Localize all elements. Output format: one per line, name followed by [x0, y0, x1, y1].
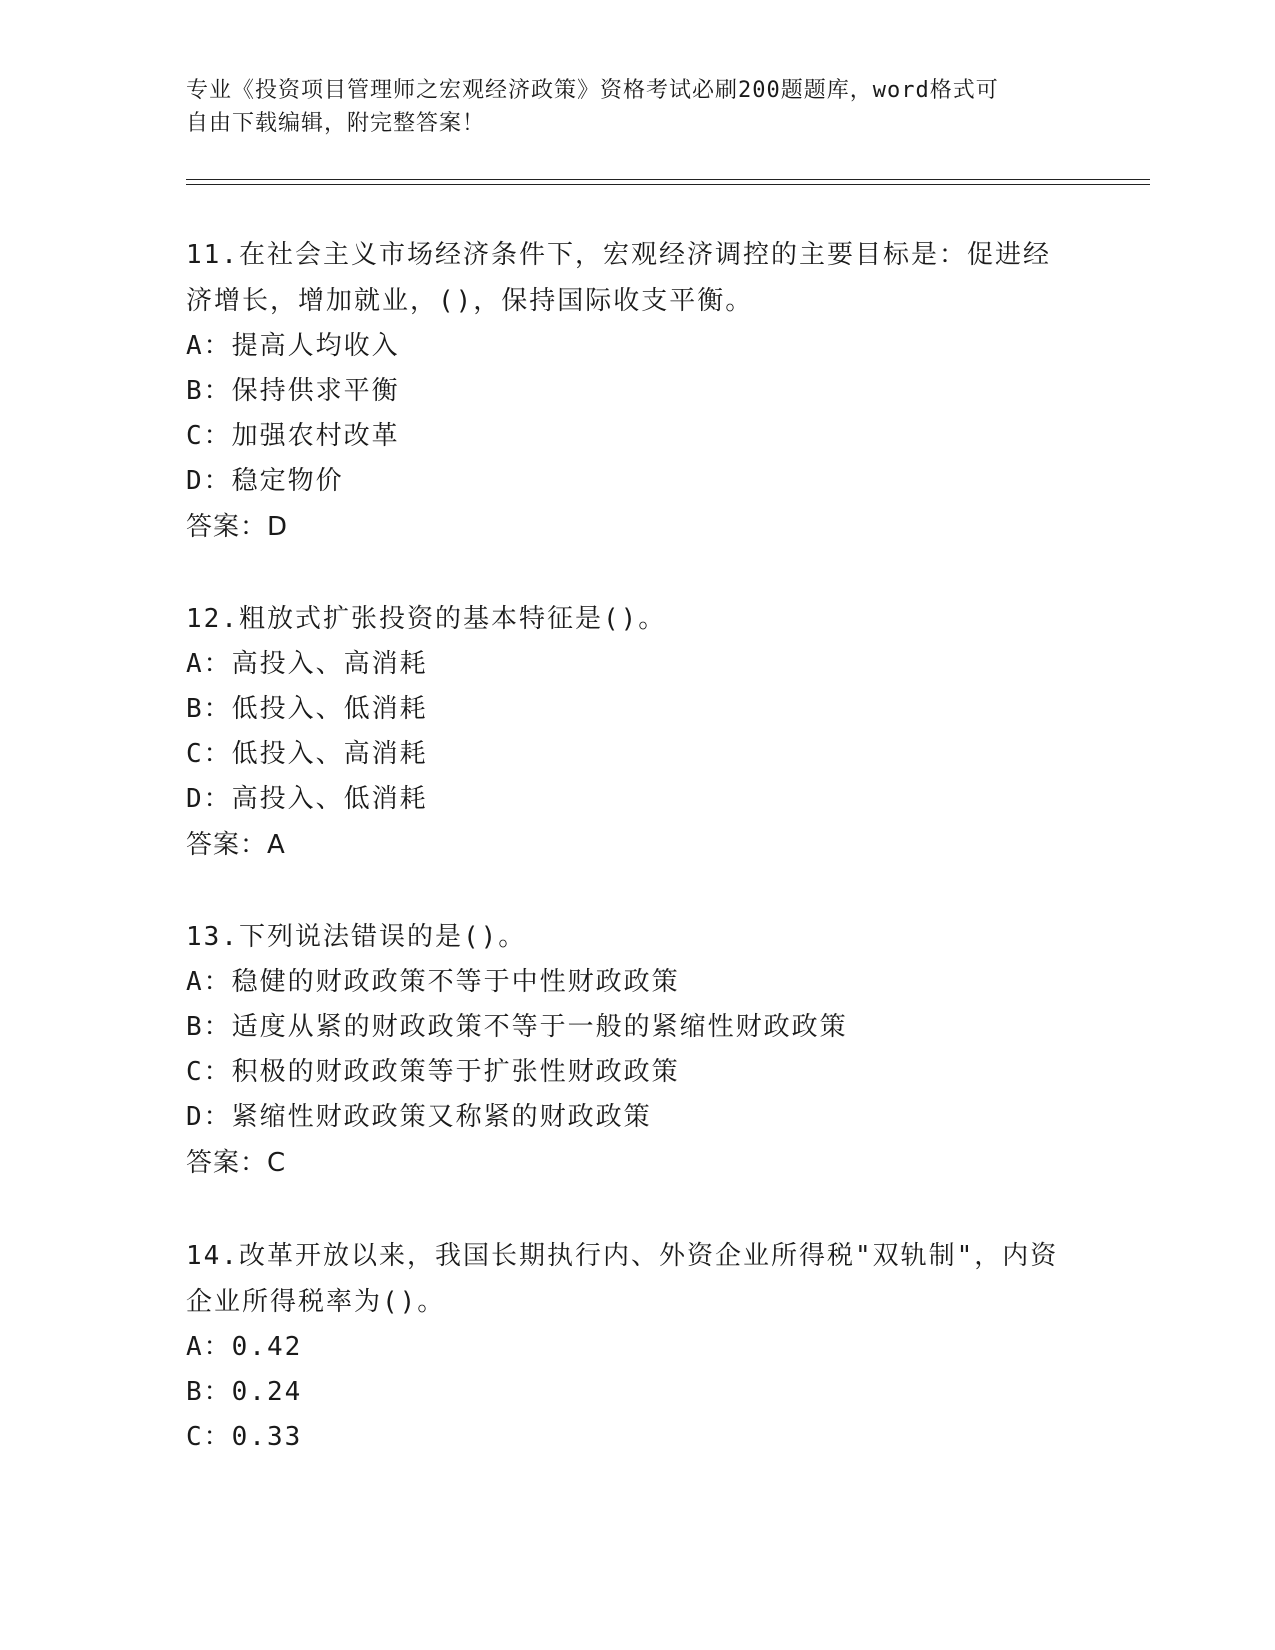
question-12: [186, 596, 1086, 868]
header-divider-bottom: [186, 184, 1150, 185]
option-d: D：紧缩性财政政策又称紧的财政政策: [186, 1102, 652, 1132]
question-stem-line-2: 企业所得税率为()。: [186, 1287, 446, 1317]
option-c: C：加强农村改革: [186, 421, 400, 451]
question-stem-line-1: 14.改革开放以来，我国长期执行内、外资企业所得税"双轨制"，内资: [186, 1241, 1059, 1271]
option-b: B：适度从紧的财政政策不等于一般的紧缩性财政政策: [186, 1012, 848, 1042]
option-b: B：0.24: [186, 1377, 303, 1407]
question-stem-line-1: 11.在社会主义市场经济条件下，宏观经济调控的主要目标是：促进经: [186, 240, 1051, 270]
document-header: [186, 74, 1066, 140]
option-c: C：低投入、高消耗: [186, 739, 428, 769]
option-a: A：0.42: [186, 1332, 303, 1362]
option-a: A：高投入、高消耗: [186, 649, 428, 679]
option-c: C：0.33: [186, 1422, 303, 1452]
option-d: D：高投入、低消耗: [186, 784, 428, 814]
question-14: [186, 1233, 1086, 1460]
question-stem-line-1: 12.粗放式扩张投资的基本特征是()。: [186, 604, 667, 634]
header-divider-top: [186, 179, 1150, 180]
answer: 答案：A: [186, 830, 286, 860]
option-a: A：稳健的财政政策不等于中性财政政策: [186, 967, 680, 997]
header-line-1: 专业《投资项目管理师之宏观经济政策》资格考试必刷200题题库，word格式可: [186, 78, 999, 103]
answer: 答案：C: [186, 1148, 287, 1178]
option-c: C：积极的财政政策等于扩张性财政政策: [186, 1057, 680, 1087]
answer: 答案：D: [186, 512, 289, 542]
question-13: [186, 914, 1086, 1186]
option-b: B：低投入、低消耗: [186, 694, 428, 724]
question-11: [186, 232, 1086, 550]
question-stem-line-1: 13.下列说法错误的是()。: [186, 922, 527, 952]
question-stem-line-2: 济增长，增加就业，()，保持国际收支平衡。: [186, 286, 754, 316]
header-line-2: 自由下载编辑，附完整答案！: [186, 111, 486, 136]
option-a: A：提高人均收入: [186, 331, 400, 361]
option-d: D：稳定物价: [186, 466, 344, 496]
option-b: B：保持供求平衡: [186, 376, 400, 406]
